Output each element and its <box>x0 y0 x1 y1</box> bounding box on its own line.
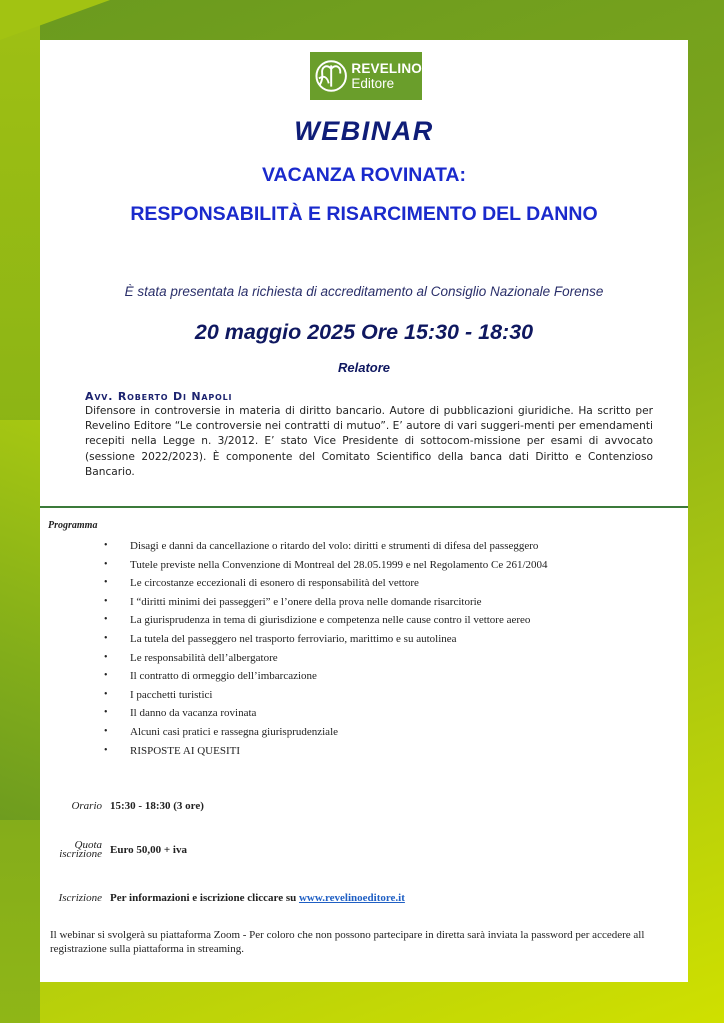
speaker-bio: Difensore in controversie in materia di diritto bancario. Autore di pubblicazioni giuridiche. Ha scritto per Revelino Editore “Le controversie nei contratti di mutuo”. E’ autore di vari suggeri-menti per emendamenti recepiti nella Legge n. 3/2012. E’ stato Vice Presidente di sottocom-missione per esami di avvocato (sessione 2022/2023). È componente del Comitato Scientifico della banca dati Diritto e Contenzioso Bancario. <box>85 405 653 478</box>
program-item: • Le circostanze eccezionali di esonero di responsabilità del vettore <box>104 574 548 593</box>
iscrizione-label: Iscrizione <box>58 892 102 904</box>
bullet-icon: • <box>104 688 108 700</box>
iscrizione-row <box>40 892 680 904</box>
program-item: • Tutele previste nella Convenzione di Montreal del 28.05.1999 e nel Regolamento Ce 261/2004 <box>104 556 548 575</box>
program-item: • Disagi e danni da cancellazione o ritardo del volo: diritti e strumenti di difesa del passeggero <box>104 537 548 556</box>
background-diagonal <box>0 420 40 820</box>
program-item: • Il contratto di ormeggio dell’imbarcazione <box>104 667 548 686</box>
quota-value: Euro 50,00 + iva <box>110 844 187 856</box>
bullet-icon: • <box>104 670 108 682</box>
program-label: Programma <box>48 520 98 531</box>
program-list <box>104 537 548 760</box>
speaker-section-label: Relatore <box>337 360 391 375</box>
bullet-icon: • <box>104 744 108 756</box>
orario-value: 15:30 - 18:30 (3 ore) <box>110 800 204 812</box>
program-item: • RISPOSTE AI QUESITI <box>104 742 548 761</box>
program-item: • La giurisprudenza in tema di giurisdizione e competenza nelle cause contro il vettore aereo <box>104 611 548 630</box>
bullet-icon: • <box>104 595 108 607</box>
bullet-icon: • <box>104 540 108 551</box>
revelino-logo <box>310 52 422 100</box>
program-item: • Alcuni casi pratici e rassegna giurisprudenziale <box>104 723 548 742</box>
revelino-logo-icon <box>314 55 348 97</box>
program-item: • I “diritti minimi dei passeggeri” e l’onere della prova nelle domande risarcitorie <box>104 593 548 612</box>
background-corner-triangle <box>0 0 110 40</box>
flyer-panel <box>40 40 688 982</box>
bullet-icon: • <box>104 577 108 589</box>
logo-line-1: REVELINO <box>351 61 422 76</box>
iscrizione-text: Per informazioni e iscrizione cliccare su www.revelinoeditore.it <box>110 892 405 904</box>
orario-label: Orario <box>71 800 102 812</box>
bullet-icon: • <box>104 558 108 570</box>
event-type-heading: WEBINAR <box>294 116 434 146</box>
bullet-icon: • <box>104 725 108 737</box>
logo-line-2: Editore <box>351 76 395 91</box>
bullet-icon: • <box>104 707 108 719</box>
accreditation-note: È stata presentata la richiesta di accreditamento al Consiglio Nazionale Forense <box>124 284 604 299</box>
event-date-time: 20 maggio 2025 Ore 15:30 - 18:30 <box>194 320 534 344</box>
bullet-icon: • <box>104 632 108 644</box>
program-item: • La tutela del passeggero nel trasporto ferroviario, marittimo e su autolinea <box>104 630 548 649</box>
event-title-line-2: RESPONSABILITÀ E RISARCIMENTO DEL DANNO <box>130 203 598 225</box>
bullet-icon: • <box>104 614 108 626</box>
bullet-icon: • <box>104 651 108 663</box>
program-item: • Le responsabilità dell’albergatore <box>104 649 548 668</box>
orario-row <box>40 800 680 812</box>
program-item: • Il danno da vacanza rovinata <box>104 704 548 723</box>
footer-note: Il webinar si svolgerà su piattaforma Zoom - Per coloro che non possono partecipare in diretta sarà inviata la password per accedere all registrazione sulla piattaforma in streaming. <box>50 929 645 955</box>
program-item: • I pacchetti turistici <box>104 686 548 705</box>
quota-row <box>40 841 680 859</box>
logo-wordmark <box>351 61 422 91</box>
section-divider <box>40 506 688 508</box>
speaker-name: Avv. Roberto Di Napoli <box>85 390 233 403</box>
quota-label: Quota iscrizione <box>59 839 102 860</box>
website-link[interactable]: www.revelinoeditore.it <box>298 892 405 904</box>
event-title-line-1: VACANZA ROVINATA: <box>261 164 466 186</box>
